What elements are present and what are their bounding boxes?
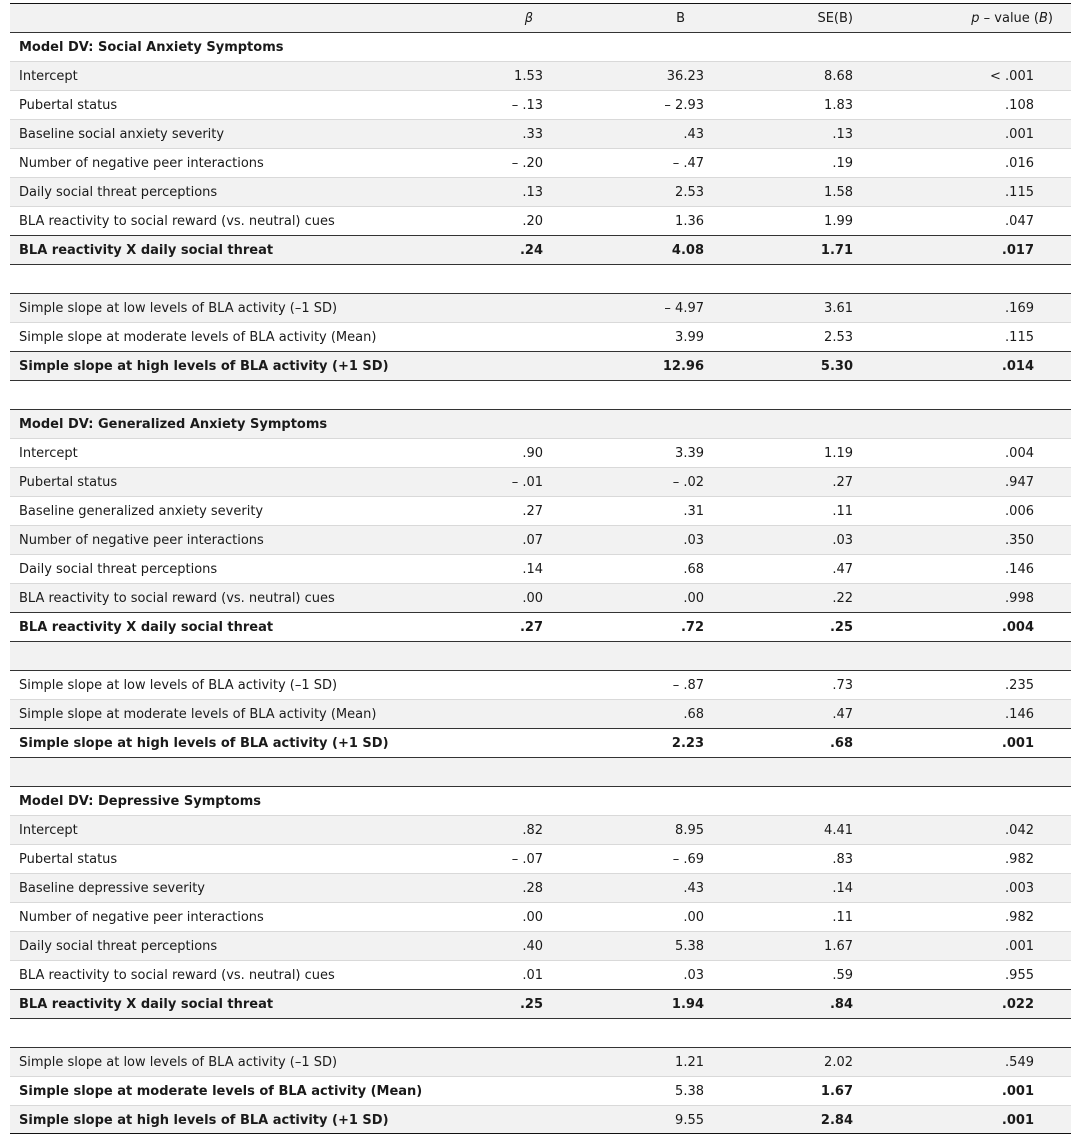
cell-b: .31 [683, 504, 704, 519]
cell-p: .982 [1005, 910, 1034, 925]
cell-b: – .47 [672, 156, 704, 171]
section-title: Model DV: Social Anxiety Symptoms [19, 40, 284, 55]
cell-se: .47 [832, 562, 853, 577]
cell-beta: .01 [522, 968, 543, 983]
cell-b: – 4.97 [664, 301, 704, 316]
cell-variable: Number of negative peer interactions [19, 910, 264, 925]
cell-b: – .69 [672, 852, 704, 867]
cell-beta: .33 [522, 127, 543, 142]
cell-variable: Simple slope at moderate levels of BLA activity (Mean) [19, 1084, 423, 1099]
cell-beta: .28 [522, 881, 543, 896]
cell-b: .68 [683, 707, 704, 722]
table-row [10, 235, 1071, 264]
cell-p: .017 [1001, 243, 1034, 258]
cell-se: .13 [832, 127, 853, 142]
table-row [10, 1076, 1071, 1105]
cell-variable: Baseline social anxiety severity [19, 127, 225, 142]
header-p-var: B [1039, 11, 1048, 26]
cell-b: 4.08 [671, 243, 704, 258]
cell-se: 3.61 [824, 301, 853, 316]
cell-variable: Pubertal status [19, 852, 118, 867]
cell-variable: Simple slope at low levels of BLA activity (–1 SD) [19, 301, 338, 316]
cell-b: 2.53 [675, 185, 704, 200]
table-row [10, 61, 1071, 90]
header-p-suffix: ) [1047, 11, 1053, 26]
cell-b: 8.95 [675, 823, 704, 838]
table-row [10, 119, 1071, 148]
cell-variable: Daily social threat perceptions [19, 562, 218, 577]
cell-variable: Simple slope at high levels of BLA activity (+1 SD) [19, 1113, 389, 1128]
table-row [10, 815, 1071, 844]
cell-p: .001 [1001, 736, 1034, 751]
cell-se: .11 [832, 504, 853, 519]
cell-variable: BLA reactivity X daily social threat [19, 997, 274, 1012]
cell-se: .11 [832, 910, 853, 925]
cell-b: 3.99 [675, 330, 704, 345]
table-row [10, 670, 1071, 699]
cell-se: .19 [832, 156, 853, 171]
cell-b: 5.38 [675, 939, 704, 954]
cell-beta: .40 [522, 939, 543, 954]
cell-variable: Simple slope at high levels of BLA activity (+1 SD) [19, 359, 389, 374]
cell-se: 2.02 [824, 1055, 853, 1070]
spacer-row [10, 264, 1071, 293]
cell-se: .68 [829, 736, 853, 751]
cell-variable: BLA reactivity to social reward (vs. neutral) cues [19, 968, 335, 983]
table-row [10, 554, 1071, 583]
cell-b: .68 [683, 562, 704, 577]
cell-se: .14 [832, 881, 853, 896]
cell-variable: Simple slope at high levels of BLA activity (+1 SD) [19, 736, 389, 751]
cell-p: .108 [1005, 98, 1034, 113]
cell-b: .03 [683, 968, 704, 983]
cell-beta: .14 [522, 562, 543, 577]
cell-b: 1.21 [675, 1055, 704, 1070]
cell-b: – 2.93 [664, 98, 704, 113]
header-p-middle: – value ( [979, 11, 1039, 26]
table-row [10, 873, 1071, 902]
cell-b: 1.94 [671, 997, 704, 1012]
cell-se: 5.30 [820, 359, 853, 374]
cell-se: 1.83 [824, 98, 853, 113]
table-row [10, 989, 1071, 1018]
cell-se: 1.67 [820, 1084, 853, 1099]
table-row [10, 699, 1071, 728]
cell-se: 1.58 [824, 185, 853, 200]
cell-variable: Pubertal status [19, 98, 118, 113]
cell-variable: Number of negative peer interactions [19, 533, 264, 548]
cell-b: .00 [683, 591, 704, 606]
cell-variable: Simple slope at moderate levels of BLA activity (Mean) [19, 330, 377, 345]
cell-p: .982 [1005, 852, 1034, 867]
section-heading [10, 786, 1071, 815]
table-row [10, 844, 1071, 873]
table-row [10, 612, 1071, 641]
cell-beta: .13 [522, 185, 543, 200]
header-p-value [971, 4, 1053, 33]
spacer-row [10, 1018, 1071, 1047]
cell-se: .03 [832, 533, 853, 548]
cell-b: 1.36 [675, 214, 704, 229]
cell-b: .03 [683, 533, 704, 548]
cell-se: .22 [832, 591, 853, 606]
table-row [10, 177, 1071, 206]
cell-beta: – .13 [511, 98, 543, 113]
cell-variable: Simple slope at moderate levels of BLA activity (Mean) [19, 707, 377, 722]
table-row [10, 148, 1071, 177]
cell-variable: Pubertal status [19, 475, 118, 490]
cell-se: 8.68 [824, 69, 853, 84]
cell-p: .042 [1005, 823, 1034, 838]
cell-p: .115 [1005, 330, 1034, 345]
cell-se: 4.41 [824, 823, 853, 838]
cell-variable: Baseline depressive severity [19, 881, 205, 896]
cell-p: .001 [1005, 127, 1034, 142]
cell-p: .146 [1005, 562, 1034, 577]
cell-beta: – .07 [511, 852, 543, 867]
table-row [10, 583, 1071, 612]
cell-p: .006 [1005, 504, 1034, 519]
cell-beta: .00 [522, 910, 543, 925]
spacer-row [10, 380, 1071, 409]
cell-beta: .07 [522, 533, 543, 548]
cell-variable: BLA reactivity to social reward (vs. neutral) cues [19, 591, 335, 606]
cell-b: 2.23 [671, 736, 704, 751]
header-p-letter: p [971, 11, 980, 26]
table-row [10, 206, 1071, 235]
cell-beta: 1.53 [514, 69, 543, 84]
header-b: B [676, 11, 685, 26]
cell-b: – .02 [672, 475, 704, 490]
table-row [10, 931, 1071, 960]
cell-p: .169 [1005, 301, 1034, 316]
cell-b: .00 [683, 910, 704, 925]
cell-p: .146 [1005, 707, 1034, 722]
cell-se: .73 [832, 678, 853, 693]
cell-p: .003 [1005, 881, 1034, 896]
cell-variable: BLA reactivity to social reward (vs. neutral) cues [19, 214, 335, 229]
table-row [10, 90, 1071, 119]
table-row [10, 322, 1071, 351]
cell-beta: – .20 [511, 156, 543, 171]
cell-variable: Intercept [19, 69, 78, 84]
cell-beta: .20 [522, 214, 543, 229]
cell-b: .43 [683, 127, 704, 142]
cell-b: .43 [683, 881, 704, 896]
table-row [10, 293, 1071, 322]
cell-se: 1.19 [824, 446, 853, 461]
cell-p: .955 [1005, 968, 1034, 983]
table-row [10, 728, 1071, 757]
cell-beta: .27 [522, 504, 543, 519]
table-header [10, 3, 1071, 32]
table-row [10, 960, 1071, 989]
cell-p: .004 [1005, 446, 1034, 461]
table-body [10, 32, 1071, 1134]
cell-variable: Daily social threat perceptions [19, 185, 218, 200]
cell-variable: Daily social threat perceptions [19, 939, 218, 954]
cell-p: .235 [1005, 678, 1034, 693]
cell-variable: BLA reactivity X daily social threat [19, 620, 274, 635]
cell-p: .001 [1001, 1084, 1034, 1099]
cell-p: .016 [1005, 156, 1034, 171]
cell-p: .004 [1001, 620, 1034, 635]
cell-p: .350 [1005, 533, 1034, 548]
cell-se: 1.99 [824, 214, 853, 229]
cell-variable: BLA reactivity X daily social threat [19, 243, 274, 258]
spacer-row [10, 641, 1071, 670]
cell-variable: Intercept [19, 823, 78, 838]
cell-se: .84 [829, 997, 853, 1012]
cell-se: .59 [832, 968, 853, 983]
cell-variable: Number of negative peer interactions [19, 156, 264, 171]
section-heading [10, 409, 1071, 438]
cell-b: 9.55 [675, 1113, 704, 1128]
cell-b: 5.38 [675, 1084, 704, 1099]
spacer-row [10, 757, 1071, 786]
cell-variable: Simple slope at low levels of BLA activity (–1 SD) [19, 678, 338, 693]
cell-beta: – .01 [511, 475, 543, 490]
table-row [10, 902, 1071, 931]
cell-p: .001 [1001, 1113, 1034, 1128]
cell-p: .022 [1001, 997, 1034, 1012]
cell-p: .115 [1005, 185, 1034, 200]
cell-b: 36.23 [666, 69, 704, 84]
cell-se: 2.53 [824, 330, 853, 345]
cell-p: .947 [1005, 475, 1034, 490]
cell-p: .998 [1005, 591, 1034, 606]
cell-se: .83 [832, 852, 853, 867]
section-heading [10, 32, 1071, 61]
cell-p: .549 [1005, 1055, 1034, 1070]
cell-p: .001 [1005, 939, 1034, 954]
cell-variable: Intercept [19, 446, 78, 461]
cell-b: .72 [680, 620, 704, 635]
cell-beta: .00 [522, 591, 543, 606]
table-row [10, 351, 1071, 380]
cell-variable: Simple slope at low levels of BLA activity (–1 SD) [19, 1055, 338, 1070]
cell-p: < .001 [990, 69, 1034, 84]
table-row [10, 1047, 1071, 1076]
header-beta: β [524, 11, 533, 26]
cell-beta: .25 [519, 997, 543, 1012]
table-row [10, 525, 1071, 554]
cell-b: 12.96 [662, 359, 704, 374]
cell-beta: .90 [522, 446, 543, 461]
cell-se: 1.67 [824, 939, 853, 954]
table-row [10, 1105, 1071, 1134]
cell-beta: .82 [522, 823, 543, 838]
section-title: Model DV: Depressive Symptoms [19, 794, 261, 809]
cell-p: .047 [1005, 214, 1034, 229]
section-title: Model DV: Generalized Anxiety Symptoms [19, 417, 328, 432]
header-se: SE(B) [817, 11, 853, 26]
cell-se: 1.71 [820, 243, 853, 258]
cell-variable: Baseline generalized anxiety severity [19, 504, 264, 519]
cell-b: 3.39 [675, 446, 704, 461]
table-row [10, 496, 1071, 525]
cell-se: 2.84 [820, 1113, 853, 1128]
table-row [10, 438, 1071, 467]
cell-se: .47 [832, 707, 853, 722]
cell-beta: .27 [519, 620, 543, 635]
results-table [10, 3, 1071, 1134]
table-row [10, 467, 1071, 496]
cell-b: – .87 [672, 678, 704, 693]
cell-se: .25 [829, 620, 853, 635]
cell-p: .014 [1001, 359, 1034, 374]
cell-se: .27 [832, 475, 853, 490]
cell-beta: .24 [519, 243, 543, 258]
